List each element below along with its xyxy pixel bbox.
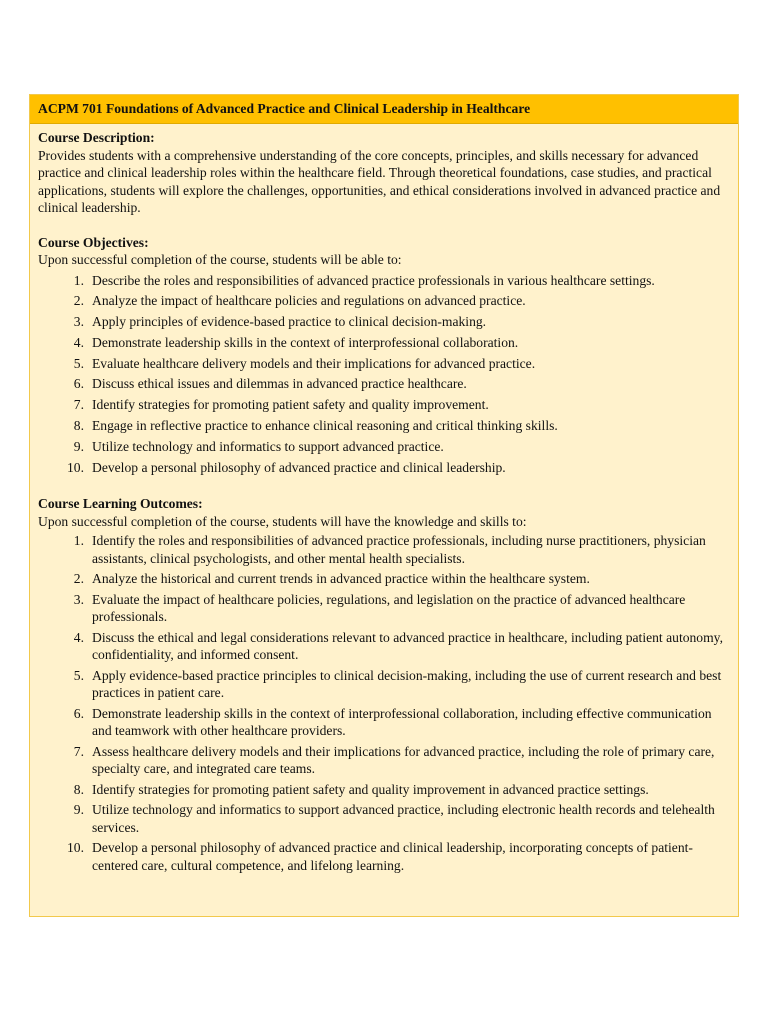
list-number: 7. [73, 743, 84, 759]
objectives-intro: Upon successful completion of the course, students will be able to: [38, 252, 402, 267]
list-number: 8. [73, 781, 84, 797]
outcomes-intro: Upon successful completion of the course, students will have the knowledge and skills to: [38, 513, 527, 529]
list-number: 3. [73, 591, 84, 607]
list-item [38, 458, 730, 479]
list-text: Discuss ethical issues and dilemmas in advanced practice healthcare. [92, 376, 467, 392]
list-item [38, 743, 730, 778]
list-text: Analyze the impact of healthcare policies and regulations on advanced practice. [92, 293, 526, 309]
list-number: 2. [73, 293, 84, 309]
list-text: Assess healthcare delivery models and their implications for advanced practice, including the role of primary care, specialty care, and integrated care teams. [92, 743, 715, 777]
outcomes-list [38, 532, 730, 874]
list-number: 10. [67, 459, 84, 475]
list-text: Describe the roles and responsibilities of advanced practice professionals in various healthcare settings. [92, 272, 655, 288]
list-number: 9. [73, 438, 84, 454]
list-text: Identify the roles and responsibilities of advanced practice professionals, including nurse practitioners, physician assistants, clinical psychologists, and other mental health specialists. [92, 533, 706, 566]
list-text: Utilize technology and informatics to support advanced practice, including electronic health records and telehealth services. [92, 802, 715, 835]
list-item [38, 667, 730, 702]
list-item [38, 705, 730, 740]
list-number: 7. [73, 397, 84, 413]
list-number: 4. [73, 629, 84, 645]
list-number: 10. [67, 840, 84, 856]
list-text: Demonstrate leadership skills in the context of interprofessional collaboration, including effective communication and teamwork with other healthcare providers. [92, 705, 712, 739]
list-item [38, 839, 730, 874]
description-section [38, 129, 730, 217]
list-text: Apply principles of evidence-based practice to clinical decision-making. [92, 314, 487, 330]
description-heading: Course Description: [38, 130, 155, 145]
list-text: Identify strategies for promoting patient safety and quality improvement. [92, 397, 489, 413]
list-number: 1. [73, 272, 84, 288]
list-text: Utilize technology and informatics to support advanced practice. [92, 438, 444, 454]
course-content [30, 124, 738, 874]
description-text: Provides students with a comprehensive understanding of the core concepts, principles, and skills necessary for advanced practice and clinical leadership roles within the healthcare field. Through theoretical foundations, case studies, and practical applications, students will explore the challenges, opportunities, and ethical considerations involved in advanced practice and clinical leadership. [38, 147, 721, 215]
list-number: 6. [73, 705, 84, 721]
objectives-heading: Course Objectives: [38, 234, 149, 250]
outcomes-heading: Course Learning Outcomes: [38, 496, 203, 512]
list-number: 1. [73, 533, 84, 549]
list-item [38, 291, 730, 312]
list-item [38, 333, 730, 354]
list-item [38, 312, 730, 333]
list-text: Demonstrate leadership skills in the context of interprofessional collaboration. [92, 334, 519, 350]
course-card [29, 94, 739, 917]
list-number: 5. [73, 355, 84, 371]
list-number: 6. [73, 376, 84, 392]
list-text: Discuss the ethical and legal considerations relevant to advanced practice in healthcare, including patient autonomy, confidentiality, and informed consent. [92, 629, 723, 663]
list-text: Analyze the historical and current trends in advanced practice within the healthcare system. [92, 571, 590, 587]
list-number: 3. [73, 314, 84, 330]
list-item [38, 629, 730, 664]
list-number: 4. [73, 334, 84, 350]
list-text: Develop a personal philosophy of advanced practice and clinical leadership, incorporating concepts of patient-centered care, cultural competence, and lifelong learning. [92, 840, 693, 873]
list-number: 2. [73, 571, 84, 587]
list-item [38, 532, 730, 567]
objectives-list [38, 271, 730, 479]
list-text: Engage in reflective practice to enhance clinical reasoning and critical thinking skills. [92, 418, 558, 434]
list-item [38, 395, 730, 416]
objectives-section [38, 234, 730, 479]
list-item [38, 591, 730, 626]
outcomes-section [38, 495, 730, 874]
list-item [38, 374, 730, 395]
list-text: Develop a personal philosophy of advanced practice and clinical leadership. [92, 459, 506, 475]
list-text: Evaluate healthcare delivery models and their implications for advanced practice. [92, 355, 536, 371]
list-item [38, 801, 730, 836]
course-title: ACPM 701 Foundations of Advanced Practice and Clinical Leadership in Healthcare [30, 95, 738, 124]
list-item [38, 354, 730, 375]
list-number: 8. [73, 418, 84, 434]
list-item [38, 570, 730, 588]
list-item [38, 416, 730, 437]
list-text: Identify strategies for promoting patient safety and quality improvement in advanced practice settings. [92, 781, 649, 797]
list-item [38, 437, 730, 458]
list-item [38, 271, 730, 292]
list-text: Evaluate the impact of healthcare policies, regulations, and legislation on the practice of advanced healthcare professionals. [92, 591, 686, 625]
list-number: 5. [73, 667, 84, 683]
list-item [38, 781, 730, 799]
list-text: Apply evidence-based practice principles to clinical decision-making, including the use of current research and best practices in patient care. [92, 667, 722, 701]
list-number: 9. [73, 802, 84, 818]
